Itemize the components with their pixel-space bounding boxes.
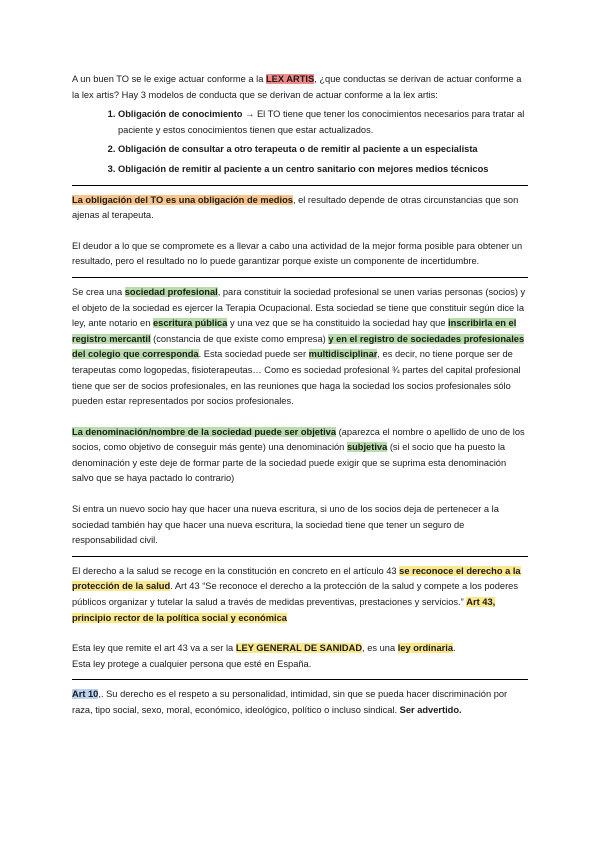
- text: (aparezca el nombre o apellido de uno de los socios, como objetivo de conseguir más gente) una denominación: [72, 426, 525, 453]
- text: (si el socio que ha puesto la denominación y este deje de formar parte de la sociedad puede exigir que se suprima esta denominación salvo que se haya pactado lo contrario): [72, 442, 507, 484]
- health-right-paragraph: [72, 564, 528, 626]
- bold-ser-advertido: Ser advertido.: [399, 705, 462, 715]
- highlight-escritura-publica: escritura pública: [152, 318, 228, 329]
- highlight-denominacion: La denominación/nombre de la sociedad puede ser objetiva: [72, 426, 336, 437]
- divider: [72, 185, 528, 186]
- text: El derecho a la salud se recoge en la constitución en concreto en el artículo 43: [72, 565, 400, 576]
- text: Esta ley protege a cualquier persona que esté en España.: [72, 658, 312, 669]
- list-item-text: → El TO tiene que tener los conocimientos necesarios para tratar al paciente y estos conocimientos tienen que estar actualizados.: [118, 109, 525, 135]
- text: , ¿que conductas se derivan de actuar conforme a la lex artis? Hay 3 modelos de conducta que se derivan de actuar conforme a la lex artis:: [72, 74, 522, 100]
- debtor-paragraph: El deudor a lo que se compromete es a llevar a cabo una actividad de la mejor forma posible para obtener un resultado, pero el resultado no lo puede garantizar porque existe un componente de incertidumbre.: [72, 240, 523, 267]
- highlight-obligacion-medios: La obligación del TO es una obligación de medios: [72, 194, 293, 205]
- highlight-subjetiva: subjetiva: [346, 442, 388, 453]
- list-item-title: Obligación de consultar a otro terapeuta o de remitir al paciente a un especialista: [118, 144, 478, 155]
- highlight-art-10: Art 10: [72, 689, 99, 700]
- general-health-law-paragraph: [72, 641, 528, 672]
- highlight-ley-general-sanidad: LEY GENERAL DE SANIDAD: [235, 643, 363, 654]
- text: , el resultado depende de otras circunstancias que son ajenas al terapeuta.: [72, 194, 519, 221]
- divider: [72, 556, 528, 557]
- text: Esta ley que remite el art 43 va a ser la: [72, 643, 236, 654]
- divider: [72, 679, 528, 680]
- text: . Art 43 “Se reconoce el derecho a la protección de la salud y compete a los poderes públicos organizar y tutelar la salud a través de medidas preventivas, prestaciones y servicios.”: [72, 581, 518, 608]
- society-paragraph: [72, 285, 528, 410]
- list-item-title: Obligación de conocimiento: [118, 109, 243, 120]
- list-item: [118, 142, 528, 158]
- text: y una vez que se ha constituido la sociedad hay que: [227, 318, 449, 329]
- text: .: [453, 643, 456, 654]
- denomination-paragraph: [72, 425, 528, 487]
- text: Se crea una: [72, 286, 125, 297]
- highlight-art-43: Art 43, principio rector de la política social y económica: [72, 597, 496, 623]
- list-item-title: Obligación de remitir al paciente a un centro sanitario con mejores medios técnicos: [118, 163, 489, 174]
- divider: [72, 277, 528, 278]
- text: , es decir, no tiene porque ser de terapeutas como logopedas, fisioterapeutas… Como es sociedad profesional ¾ partes del capital profesional tiene que ser de socios profesionales, en las reuniones que haga la sociedad los socios profesionales sólo pueden estar representados por socios profesionales.: [72, 349, 521, 407]
- highlight-ley-ordinaria: ley ordinaria: [397, 643, 453, 654]
- obligation-paragraph: [72, 193, 528, 224]
- list-item: [118, 107, 528, 138]
- highlight-lex-artis: LEX ARTIS: [265, 74, 315, 84]
- highlight-registro-mercantil: inscribirla en el registro mercantil: [72, 318, 517, 344]
- highlight-multidisciplinar: multidisciplinar: [308, 349, 378, 360]
- lex-artis-intro: [72, 72, 528, 103]
- conduct-list: [72, 107, 528, 177]
- highlight-derecho-salud: se reconoce el derecho a la protección de la salud: [72, 565, 521, 592]
- text: . Esta sociedad puede ser: [198, 349, 309, 360]
- text: (constancia de que existe como empresa): [150, 333, 329, 344]
- highlight-sociedad-profesional: sociedad profesional: [124, 286, 218, 297]
- document-page: [72, 72, 528, 719]
- text: ,. Su derecho es el respeto a su personalidad, intimidad, sin que se pueda hacer discriminación por raza, tipo social, sexo, moral, económico, ideológico, político o incluso sindical.: [72, 689, 508, 715]
- text: A un buen TO se le exige actuar conforme a la: [72, 74, 266, 84]
- art-10-paragraph: [72, 687, 528, 718]
- list-item: [118, 162, 528, 178]
- text: , es una: [362, 643, 398, 654]
- text: , para constituir la sociedad profesional se unen varias personas (socios) y el objeto de la sociedad es ejercer la Terapia Ocupacional. Esta sociedad se tiene que constituir según dice la ley, ante notario en: [72, 286, 526, 329]
- highlight-registro-sociedades: y en el registro de sociedades profesionales del colegio que corresponda: [72, 333, 525, 360]
- new-partner-paragraph: Si entra un nuevo socio hay que hacer una nueva escritura, si uno de los socios deja de pertenecer a la sociedad también hay que hacer una nueva escritura, la sociedad tiene que tener un seguro de responsabilidad civil.: [72, 504, 499, 546]
